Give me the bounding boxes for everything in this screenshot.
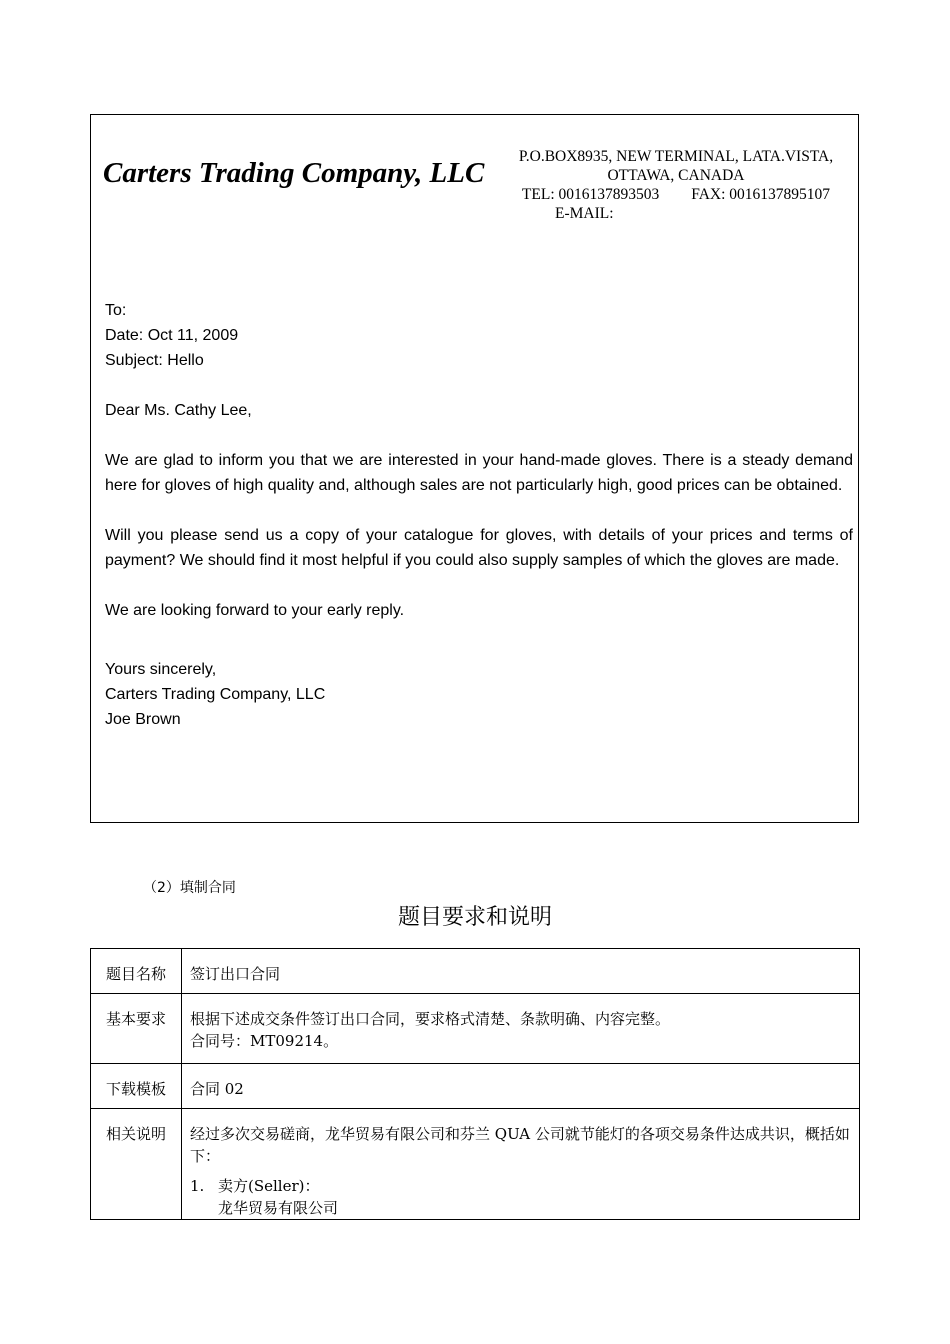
row-label: 相关说明: [91, 1109, 182, 1220]
telephone: TEL: 0016137893503: [521, 186, 660, 203]
address-line-2: OTTAWA, CANADA: [607, 167, 745, 184]
paragraph-2: Will you please send us a copy of your catalogue for gloves, with details of your prices and terms of payment? We should find it most helpful if you could also supply samples of which the gloves are made.: [105, 527, 853, 569]
contract-number: 合同号：MT09214。: [190, 1032, 339, 1050]
signature-name: Joe Brown: [105, 711, 181, 728]
table-row: [91, 1109, 860, 1220]
contact-line: [501, 185, 851, 204]
letter-body: [105, 298, 853, 732]
letter-date: Date: Oct 11, 2009: [105, 327, 239, 344]
requirement-text: 根据下述成交条件签订出口合同，要求格式清楚、条款明确、内容完整。: [190, 1010, 671, 1028]
row-label: 题目名称: [91, 949, 182, 994]
seller-name: 龙华贸易有限公司: [218, 1199, 339, 1217]
table-row: [91, 949, 860, 994]
recipient: To:: [105, 302, 127, 319]
template-link[interactable]: 合同 02: [182, 1064, 860, 1109]
requirements-table: [90, 948, 860, 1220]
company-name: Carters Trading Company, LLC: [103, 157, 485, 189]
paragraph-3: We are looking forward to your early reply.: [105, 602, 405, 619]
paragraph-1: We are glad to inform you that we are interested in your hand-made gloves. There is a steady demand here for gloves of high quality and, although sales are not particularly high, good prices can be obtained.: [105, 452, 853, 494]
fax: FAX: 0016137895107: [691, 186, 831, 203]
address-line-1: P.O.BOX8935, NEW TERMINAL, LATA.VISTA,: [518, 148, 834, 165]
table-row: [91, 1064, 860, 1109]
description-text: 经过多次交易磋商，龙华贸易有限公司和芬兰 QUA 公司就节能灯的各项交易条件达成共识，概括如下：: [190, 1125, 850, 1165]
letter-frame: [90, 114, 859, 823]
letter-subject: Subject: Hello: [105, 352, 204, 369]
email: E-MAIL:: [555, 205, 614, 222]
row-value: [182, 994, 860, 1064]
seller-label: 卖方(Seller)：: [218, 1177, 320, 1195]
section-label: （2）填制合同: [143, 880, 236, 896]
closing: Yours sincerely,: [105, 661, 217, 678]
salutation: Dear Ms. Cathy Lee,: [105, 402, 252, 419]
list-content: [218, 1175, 338, 1219]
row-label: 基本要求: [91, 994, 182, 1064]
row-value: 签订出口合同: [182, 949, 860, 994]
row-label: 下载模板: [91, 1064, 182, 1109]
list-item: [190, 1175, 851, 1219]
signature-company: Carters Trading Company, LLC: [105, 686, 326, 703]
table-row: [91, 994, 860, 1064]
section-title: 题目要求和说明: [397, 905, 552, 930]
list-number: 1.: [190, 1177, 205, 1195]
row-value: [182, 1109, 860, 1220]
company-address-block: [501, 147, 851, 223]
